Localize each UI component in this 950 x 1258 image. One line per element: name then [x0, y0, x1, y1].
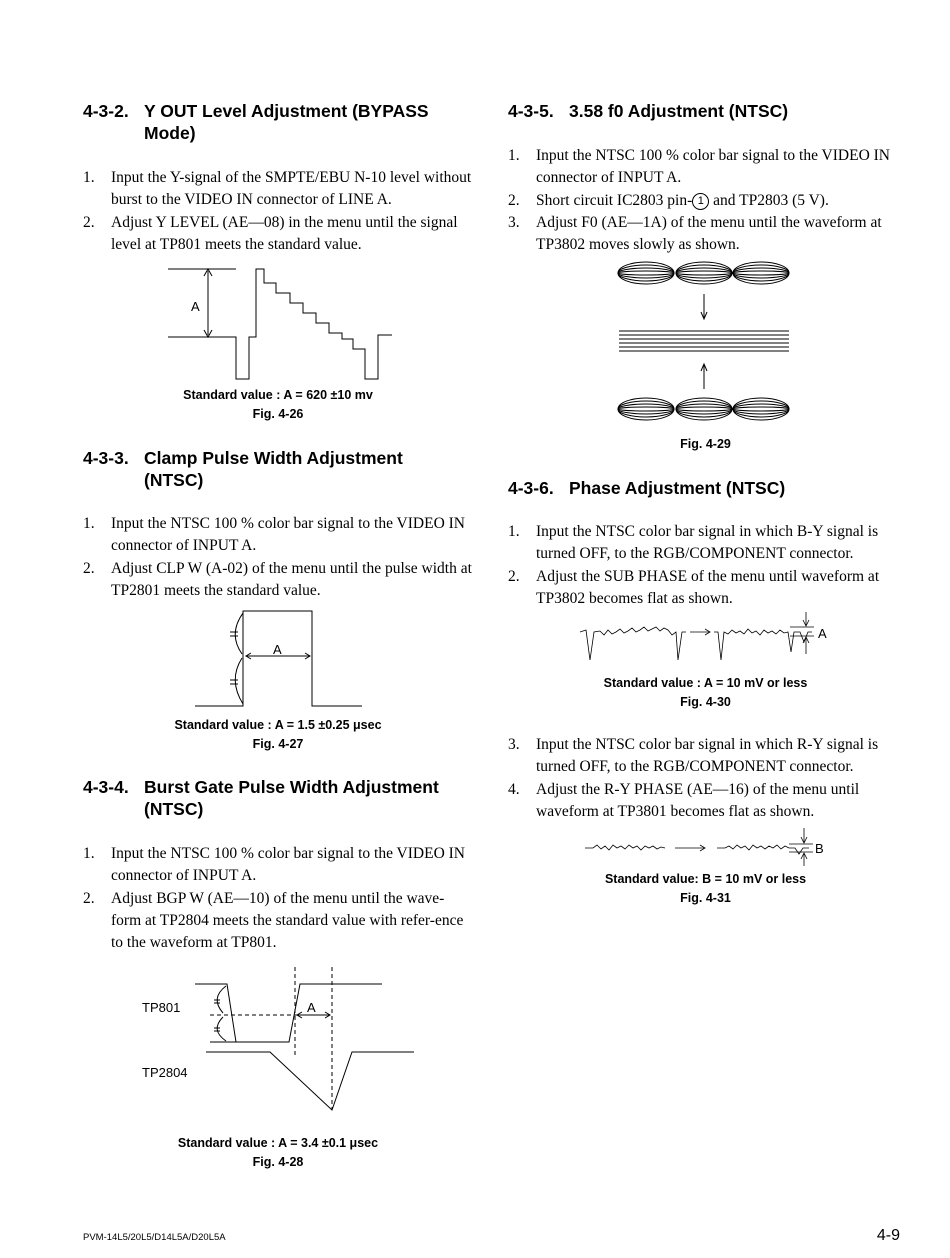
standard-value: Standard value : A = 620 ±10 mv — [183, 388, 373, 402]
step-text: Adjust F0 (AE—1A) of the menu until the waveform at TP3802 moves slowly as shown. — [536, 213, 882, 254]
step-number: 3. — [508, 736, 520, 753]
step-number: 3. — [508, 213, 520, 231]
section-title: Clamp Pulse Width Adjustment (NTSC) — [144, 448, 403, 490]
step-text: Adjust the R-Y PHASE (AE—16) of the menu until waveform at TP3801 becomes flat as shown. — [536, 780, 860, 820]
steps-4-3-2 — [83, 167, 473, 256]
step-number: 2. — [508, 567, 520, 585]
label-tp2804: TP2804 — [142, 1065, 188, 1080]
figure-label: Fig. 4-28 — [252, 1155, 304, 1169]
figure-4-27-waveform — [190, 606, 370, 710]
figure-label: Fig. 4-29 — [680, 437, 731, 451]
figure-4-28-waveform — [130, 962, 430, 1117]
label-b: B — [815, 841, 824, 856]
step-number: 2. — [508, 191, 520, 209]
caption-4-30 — [508, 674, 903, 712]
step-number: 2. — [83, 559, 95, 577]
step-item — [83, 167, 473, 212]
standard-value: Standard value : A = 10 mV or less — [603, 676, 808, 690]
page-number: 4-9 — [876, 1227, 900, 1244]
step-item — [83, 558, 473, 603]
section-number: 4-3-3. — [83, 448, 129, 468]
steps-4-3-6-b — [508, 734, 903, 823]
step-text: Adjust CLP W (A-02) of the menu until the pulse width at TP2801 meets the standard value. — [111, 559, 472, 599]
figure-4-30-waveform — [578, 612, 838, 667]
standard-value: Standard value : A = 1.5 ±0.25 μsec — [174, 718, 382, 732]
label-tp801: TP801 — [142, 1000, 181, 1015]
step-item — [508, 779, 903, 824]
standard-value: Standard value : A = 3.4 ±0.1 μsec — [177, 1136, 379, 1150]
figure-4-26-waveform — [160, 262, 400, 384]
section-number: 4-3-6. — [508, 478, 554, 498]
step-item — [508, 734, 903, 779]
footer-model: PVM-14L5/20L5/D14L5A/D20L5A — [83, 1232, 226, 1243]
pin-number-circled: 1 — [692, 193, 709, 210]
step-text: Input the NTSC 100 % color bar signal to the VIDEO IN connector of INPUT A. — [111, 515, 466, 555]
section-title: 3.58 f0 Adjustment (NTSC) — [569, 101, 789, 121]
section-number: 4-3-5. — [508, 101, 554, 121]
heading-4-3-3 — [83, 447, 483, 493]
step-text: Input the NTSC color bar signal in which R-Y signal is turned OFF, to the RGB/COMPONENT connector. — [536, 736, 879, 776]
step-text: Input the NTSC 100 % color bar signal to the VIDEO IN connector of INPUT A. — [111, 845, 466, 885]
caption-4-27 — [83, 716, 473, 754]
section-title: Phase Adjustment (NTSC) — [569, 478, 786, 498]
step-text: Input the NTSC 100 % color bar signal to the VIDEO IN connector of INPUT A. — [536, 147, 891, 187]
step-text: Adjust BGP W (AE—10) of the menu until the wave-form at TP2804 meets the standard value with refer-ence to the waveform at TP801. — [111, 889, 464, 952]
figure-label: Fig. 4-27 — [252, 737, 304, 751]
heading-4-3-2 — [83, 100, 483, 146]
steps-4-3-3 — [83, 513, 473, 602]
heading-4-3-6 — [508, 477, 908, 501]
label-a: A — [191, 299, 200, 314]
standard-value: Standard value: B = 10 mV or less — [604, 872, 807, 886]
label-a: A — [818, 626, 827, 641]
figure-label: Fig. 4-30 — [680, 695, 731, 709]
heading-4-3-5 — [508, 100, 908, 124]
step-number: 1. — [508, 523, 520, 540]
step-item — [83, 212, 473, 257]
steps-4-3-6-a — [508, 521, 903, 610]
step-item — [83, 843, 473, 888]
label-a: A — [307, 1000, 316, 1015]
step-item — [508, 212, 903, 257]
step-number: 1. — [83, 169, 95, 186]
caption-4-31 — [508, 870, 903, 908]
caption-4-29 — [508, 435, 903, 454]
step-item — [508, 566, 903, 611]
step-item — [83, 888, 473, 955]
step-text: Input the NTSC color bar signal in which B-Y signal is turned OFF, to the RGB/COMPONENT connector. — [536, 523, 879, 563]
step-item — [83, 513, 473, 558]
figure-label: Fig. 4-31 — [680, 891, 731, 905]
step-text: Adjust Y LEVEL (AE—08) in the menu until the signal level at TP801 meets the standard value. — [111, 213, 458, 253]
steps-4-3-5 — [508, 145, 903, 256]
heading-4-3-4 — [83, 776, 483, 822]
figure-4-29-waveform — [615, 258, 795, 426]
section-title: Y OUT Level Adjustment (BYPASS Mode) — [144, 101, 429, 143]
step-number: 1. — [83, 845, 95, 862]
step-number: 1. — [83, 515, 95, 532]
section-number: 4-3-2. — [83, 101, 129, 121]
step-text-pre: Short circuit IC2803 pin- — [536, 191, 693, 209]
step-number: 1. — [508, 147, 520, 164]
step-number: 2. — [83, 213, 95, 231]
step-text: Input the Y-signal of the SMPTE/EBU N-10 level without burst to the VIDEO IN connector of LINE A. — [111, 169, 472, 209]
caption-4-26 — [83, 386, 473, 424]
figure-label: Fig. 4-26 — [252, 407, 304, 421]
step-number: 4. — [508, 780, 520, 798]
step-number: 2. — [83, 889, 95, 907]
steps-4-3-4 — [83, 843, 473, 954]
section-title: Burst Gate Pulse Width Adjustment (NTSC) — [144, 777, 439, 819]
caption-4-28 — [83, 1134, 473, 1172]
step-text: Adjust the SUB PHASE of the menu until waveform at TP3802 becomes flat as shown. — [536, 567, 880, 607]
step-item — [508, 521, 903, 566]
step-item — [508, 145, 903, 190]
step-item — [508, 190, 903, 212]
figure-4-31-waveform — [583, 826, 833, 871]
step-text-post: and TP2803 (5 V). — [709, 191, 829, 209]
section-number: 4-3-4. — [83, 777, 129, 797]
label-a: A — [273, 642, 282, 657]
